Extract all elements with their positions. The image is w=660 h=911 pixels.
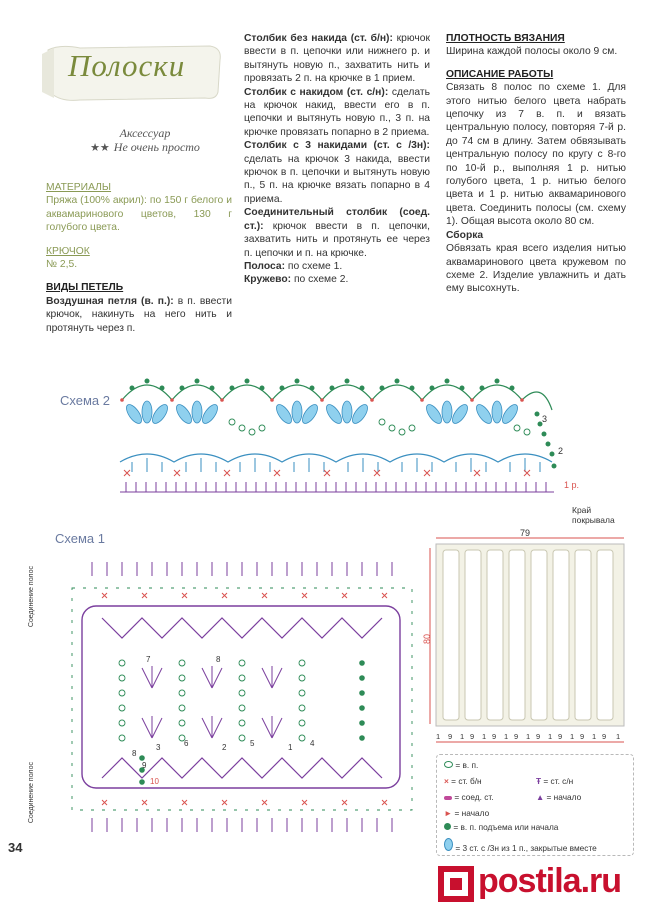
legend-slst-label: = соед. ст.	[454, 792, 494, 802]
slst-icon	[444, 796, 452, 800]
dc-icon: Ŧ	[536, 776, 542, 786]
scheme2-diagram	[112, 370, 582, 510]
scheme1-diagram	[62, 548, 422, 848]
join-label-top	[28, 566, 46, 627]
start-red-arrow-icon: ►	[444, 808, 453, 818]
hook-text: № 2,5.	[46, 259, 78, 271]
scheme1-row-number: 8	[132, 749, 137, 758]
strip-width-label: 9	[492, 732, 497, 741]
page-title: Полоски	[68, 48, 186, 83]
stitch-item	[244, 206, 430, 260]
legend-ch	[444, 760, 478, 770]
legend-sc-label: = ст. б/н	[451, 776, 482, 786]
legend-start-label: = начало	[546, 792, 582, 802]
join-label-bottom-line2: полос	[28, 762, 35, 782]
legend-sc	[444, 776, 482, 786]
scheme1-row-number: 9	[142, 761, 147, 770]
strip-width-label: 1	[460, 732, 465, 741]
stitch-item	[244, 260, 430, 273]
stitch-term: Столбик без накида (ст. б/н):	[244, 33, 393, 44]
stitch-item	[244, 86, 430, 140]
cross-icon: ×	[444, 776, 449, 786]
legend-turning	[444, 822, 558, 832]
page-number: 34	[8, 840, 23, 855]
density-text: Ширина каждой полосы около 9 см.	[446, 46, 618, 58]
legend-cluster	[444, 838, 597, 853]
cluster-leaf-icon	[444, 838, 453, 851]
legend-dc-label: = ст. с/н	[543, 776, 574, 786]
strip-width-label: 1	[548, 732, 553, 741]
stitch-term: Столбик с 3 накидами (ст. с /3н):	[244, 140, 430, 152]
strip-width-label: 1	[616, 732, 621, 741]
difficulty-label: Не очень просто	[113, 140, 200, 154]
stitch-desc: сделать на крючок накид, ввести его в п. цепочки и вытянуть новую п., 3 п. на крючке провязать попарно в 2 приема.	[244, 86, 430, 138]
assembly-heading: Сборка	[446, 229, 484, 241]
stitch-desc: по схеме 2.	[293, 274, 349, 286]
stitch-term: Кружево:	[244, 274, 292, 286]
stitch-item	[244, 139, 430, 206]
scheme2-label: Схема 2	[60, 393, 110, 408]
edge-label-line1: Край	[572, 505, 592, 515]
scheme1-row-number: 2	[222, 743, 227, 752]
scheme1-row-number: 6	[184, 739, 189, 748]
stitch-desc: по схеме 1.	[287, 260, 343, 272]
legend-ch-label: = в. п.	[455, 760, 479, 770]
edge-label-line2: покрывала	[572, 515, 615, 525]
assembly-text: Обвязать края всего изделия нитью аквамаринового цвета кружевом по схеме 2. Изделие увлажнить и дать ему высохнуть.	[446, 243, 626, 295]
stitch-desc: крючок ввести в п. цепочки, захватить нить и протянуть ее через п. цепочки и п. на крючке.	[244, 220, 430, 259]
legend-dc	[536, 776, 573, 786]
turning-dot-icon	[444, 823, 451, 830]
blanket-layout-diagram	[424, 528, 638, 758]
strip-width-label: 9	[536, 732, 541, 741]
strip-width-label: 9	[514, 732, 519, 741]
stitch-desc: в п. ввести крючок, накинуть на него нить и протянуть через п.	[46, 295, 232, 334]
stitches-heading: ВИДЫ ПЕТЕЛЬ	[46, 282, 124, 294]
category-label: Аксессуар	[119, 126, 171, 140]
stitch-term: Воздушная петля (в. п.):	[46, 295, 174, 307]
strip-width-label: 1	[482, 732, 487, 741]
scheme1-row-number: 10	[150, 777, 159, 786]
strip-width-label: 1	[504, 732, 509, 741]
stitch-desc: сделать на крючок 3 накида, ввести крючок в п. цепочки и вытянуть новую п., 5 п. на крючке вязать попарно в 4 приема.	[244, 153, 430, 205]
stitch-item	[244, 273, 430, 286]
scheme1-label: Схема 1	[55, 531, 105, 546]
materials-heading: МАТЕРИАЛЫ	[46, 182, 112, 193]
legend-cluster-label: = 3 ст. с /3н из 1 п., закрытые вместе	[455, 843, 597, 853]
hook-heading: КРЮЧОК	[46, 245, 90, 257]
stitch-term: Столбик с накидом (ст. с/н):	[244, 86, 389, 98]
project-meta	[60, 126, 230, 155]
strip-width-label: 9	[602, 732, 607, 741]
scheme1-row-number: 1	[288, 743, 293, 752]
watermark-text: postila.ru	[478, 862, 622, 900]
stitch-desc: крючок ввести в п. цепочки или нижнего р. и вытянуть новую п., захватить нить и провязать 2 п. на крючке в 1 прием.	[244, 33, 430, 85]
postila-pin-icon	[438, 866, 474, 902]
strip-width-label: 1	[570, 732, 575, 741]
start-arrow-icon: ▲	[536, 792, 545, 802]
legend-start	[536, 792, 581, 802]
stitch-item	[46, 295, 232, 335]
height-label: 80	[422, 633, 432, 644]
join-label-bottom-line1: Соединение	[28, 783, 35, 824]
column-left	[46, 181, 232, 335]
strip-width-label: 1	[592, 732, 597, 741]
scheme1-row-number: 4	[310, 739, 315, 748]
legend-turning-label: = в. п. подъема или начала	[453, 822, 559, 832]
width-label: 79	[520, 528, 531, 538]
strip-width-label: 9	[448, 732, 453, 741]
join-label-bottom	[28, 762, 46, 823]
join-label-top-line1: Соединение	[28, 587, 35, 628]
scheme2-row-label: 2	[558, 446, 564, 456]
scheme1-row-number: 8	[216, 655, 221, 664]
postila-logo	[438, 860, 650, 904]
scheme2-row-label: 3	[542, 414, 548, 424]
stitch-item	[244, 32, 430, 86]
description-heading: ОПИСАНИЕ РАБОТЫ	[446, 68, 554, 80]
column-right	[446, 32, 626, 296]
stitch-term: Соединительный столбик (соед. ст.):	[244, 207, 430, 232]
legend-slst	[444, 792, 494, 802]
stitch-term: Полоса:	[244, 260, 286, 272]
strip-width-label: 1	[436, 732, 441, 741]
legend-start2	[444, 808, 489, 818]
strip-width-label: 9	[470, 732, 475, 741]
scheme1-row-number: 5	[250, 739, 255, 748]
column-middle	[244, 32, 430, 287]
density-heading: ПЛОТНОСТЬ ВЯЗАНИЯ	[446, 33, 565, 44]
edge-label	[572, 505, 615, 525]
join-label-top-line2: полос	[28, 566, 35, 586]
legend-start2-label: = начало	[454, 808, 490, 818]
strip-width-label: 1	[526, 732, 531, 741]
difficulty-stars: ★★	[90, 142, 110, 154]
strip-width-label: 9	[558, 732, 563, 741]
scheme1-row-number: 3	[156, 743, 161, 752]
strip-width-label: 9	[580, 732, 585, 741]
chain-icon	[444, 761, 453, 768]
scheme2-row-label: 1 р.	[564, 480, 580, 490]
scheme1-row-number: 7	[146, 655, 151, 664]
materials-text: Пряжа (100% акрил): по 150 г белого и аквамаринового цветов, 130 г голубого цвета.	[46, 195, 232, 234]
description-text: Связать 8 полос по схеме 1. Для этого нитью белого цвета набрать цепочку из 7 в. п. и вязать центральную полосу, повторяя 7-й р. до 74 см в длину. Затем обвязывать центральную полосу по кругу с 8-го по 10-й р., выполняя 1 р. нитью голубого цвета, 1 р. нитью белого цвета и 1 р. нитью аквамаринового цвета. Соединить полосы (см. схему 1). Общая высота около 80 см.	[446, 82, 626, 228]
